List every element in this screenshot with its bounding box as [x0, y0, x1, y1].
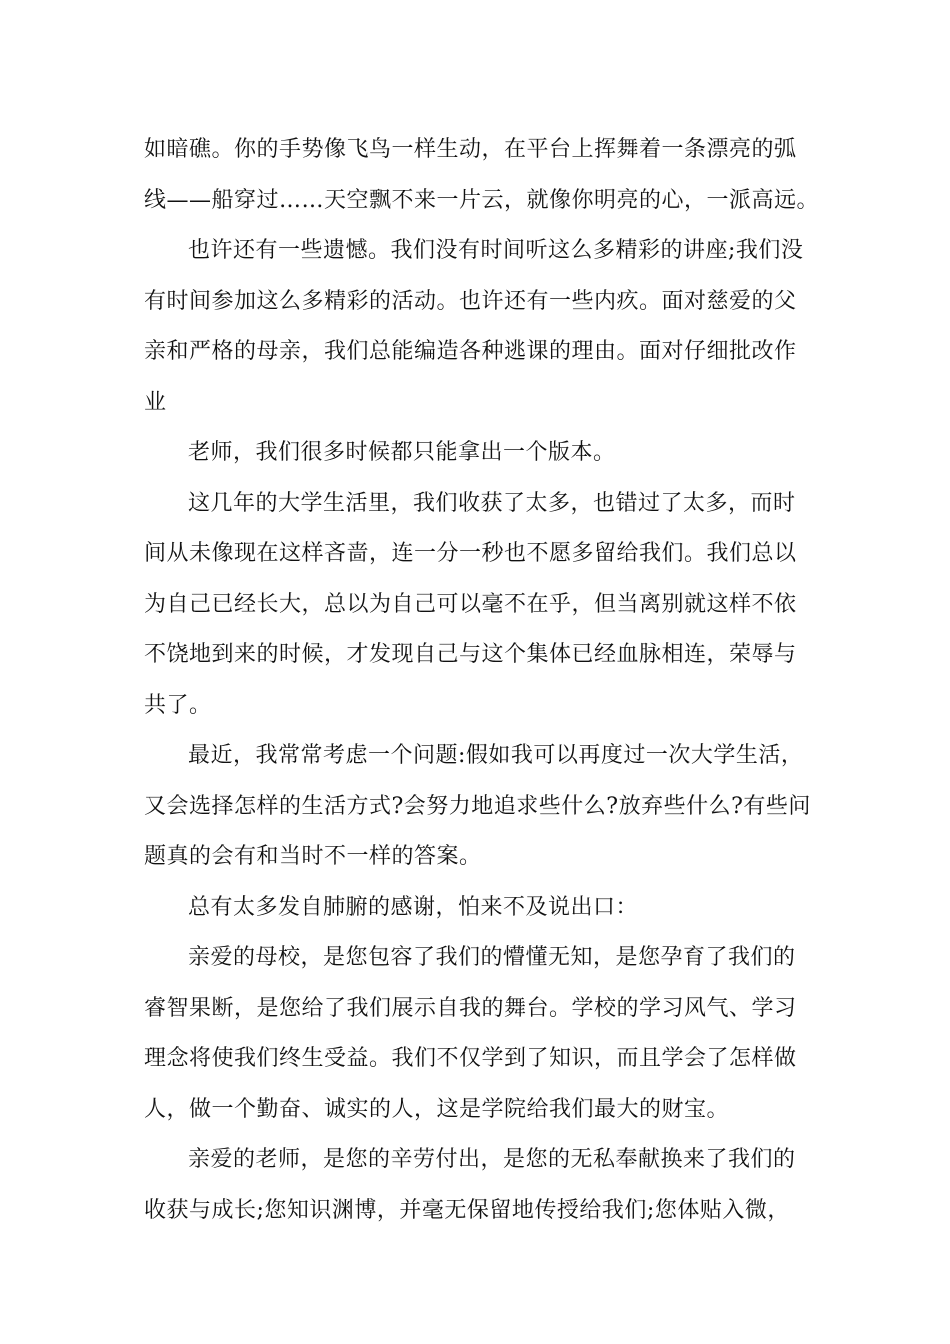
text-line: 间从未像现在这样吝啬，连一分一秒也不愿多留给我们。我们总以	[144, 541, 797, 566]
document-body	[144, 125, 820, 1236]
text-line: 这几年的大学生活里，我们收获了太多，也错过了太多，而时	[188, 490, 796, 516]
text-line: 不饶地到来的时候，才发现自己与这个集体已经血脉相连，荣辱与	[144, 642, 797, 667]
text-line: 业	[144, 389, 167, 415]
text-line: 如暗礁。你的手势像飞鸟一样生动，在平台上挥舞着一条漂亮的弧	[144, 137, 797, 162]
text-line: 亲和严格的母亲，我们总能编造各种逃课的理由。面对仔细批改作	[144, 339, 797, 364]
text-line: 线——船穿过……天空飘不来一片云，就像你明亮的心，一派高远。	[144, 187, 820, 213]
text-line: 亲爱的老师，是您的辛劳付出，是您的无私奉献换来了我们的	[188, 1147, 796, 1172]
text-line: 最近，我常常考虑一个问题:假如我可以再度过一次大学生活，	[188, 743, 804, 768]
text-line: 睿智果断，是您给了我们展示自我的舞台。学校的学习风气、学习	[144, 995, 797, 1021]
text-line: 题真的会有和当时不一样的答案。	[144, 844, 482, 869]
text-line: 亲爱的母校，是您包容了我们的懵懂无知，是您孕育了我们的	[188, 945, 796, 970]
text-line: 有时间参加这么多精彩的活动。也许还有一些内疚。面对慈爱的父	[144, 288, 797, 314]
text-line: 总有太多发自肺腑的感谢，怕来不及说出口：	[188, 894, 639, 920]
text-line: 老师，我们很多时候都只能拿出一个版本。	[188, 440, 616, 465]
text-line: 人，做一个勤奋、诚实的人，这是学院给我们最大的财宝。	[144, 1096, 730, 1122]
text-line: 为自己已经长大，总以为自己可以毫不在乎，但当离别就这样不依	[144, 591, 797, 617]
text-line: 共了。	[144, 692, 212, 718]
text-line: 理念将使我们终生受益。我们不仅学到了知识，而且学会了怎样做	[144, 1046, 797, 1071]
text-line: 收获与成长;您知识渊博，并毫无保留地传授给我们;您体贴入微，	[144, 1197, 790, 1223]
text-line: 又会选择怎样的生活方式?会努力地追求些什么?放弃些什么?有些问	[144, 793, 811, 819]
text-line: 也许还有一些遗憾。我们没有时间听这么多精彩的讲座;我们没	[188, 238, 804, 263]
